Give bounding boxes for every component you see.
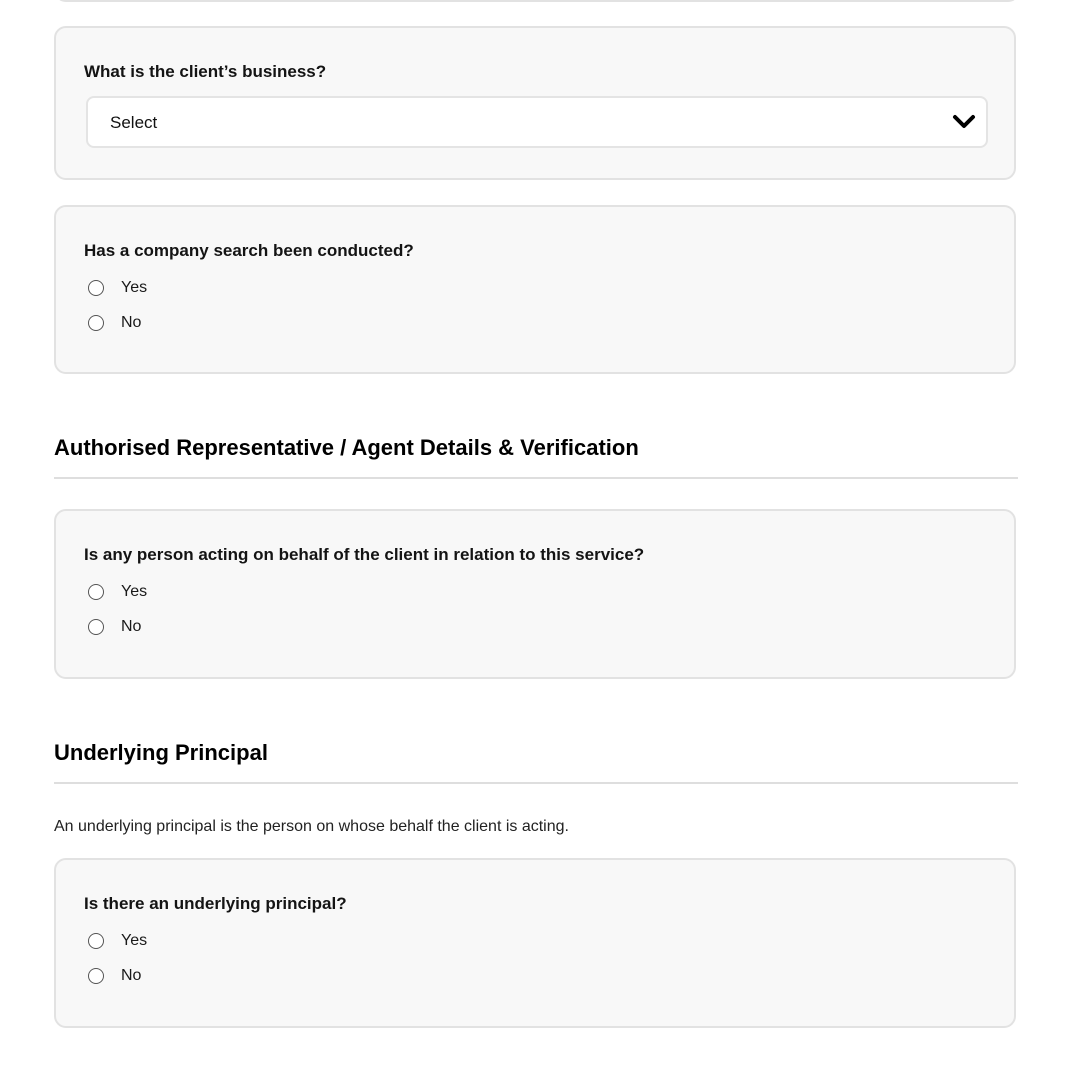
company-search-yes-option[interactable]: [88, 276, 147, 300]
company-search-no-option[interactable]: [88, 311, 141, 335]
agent-section-divider: [54, 477, 1018, 479]
agent-yes-option[interactable]: [88, 580, 147, 604]
principal-section-divider: [54, 782, 1018, 784]
radio-label-yes: Yes: [121, 279, 148, 296]
principal-no-option[interactable]: [88, 964, 141, 988]
business-question-label: What is the client’s business?: [84, 62, 327, 81]
business-question-card: [54, 26, 1016, 180]
radio-label-no: No: [121, 314, 142, 331]
company-search-label: Has a company search been conducted?: [84, 241, 414, 260]
radio-label-yes: Yes: [121, 583, 148, 600]
business-select-value: Select: [110, 113, 158, 132]
radio-button[interactable]: [88, 280, 104, 296]
agent-section-heading: Authorised Representative / Agent Details & Verification: [54, 435, 639, 460]
previous-card-bottom: [54, 0, 1020, 2]
radio-button[interactable]: [88, 968, 104, 984]
radio-label-no: No: [121, 967, 142, 984]
agent-question-label: Is any person acting on behalf of the client in relation to this service?: [84, 545, 645, 564]
radio-button[interactable]: [88, 619, 104, 635]
principal-section-description: An underlying principal is the person on whose behalf the client is acting.: [54, 818, 569, 835]
radio-button[interactable]: [88, 584, 104, 600]
principal-question-card: [54, 858, 1016, 1028]
company-search-card: [54, 205, 1016, 374]
radio-button[interactable]: [88, 315, 104, 331]
principal-question-label: Is there an underlying principal?: [84, 894, 347, 913]
principal-yes-option[interactable]: [88, 929, 147, 953]
principal-section-heading: Underlying Principal: [54, 740, 268, 765]
chevron-down-icon: [952, 112, 976, 132]
agent-no-option[interactable]: [88, 615, 141, 639]
radio-label-yes: Yes: [121, 932, 148, 949]
radio-label-no: No: [121, 618, 142, 635]
agent-question-card: [54, 509, 1016, 679]
radio-button[interactable]: [88, 933, 104, 949]
business-select[interactable]: [86, 96, 988, 148]
